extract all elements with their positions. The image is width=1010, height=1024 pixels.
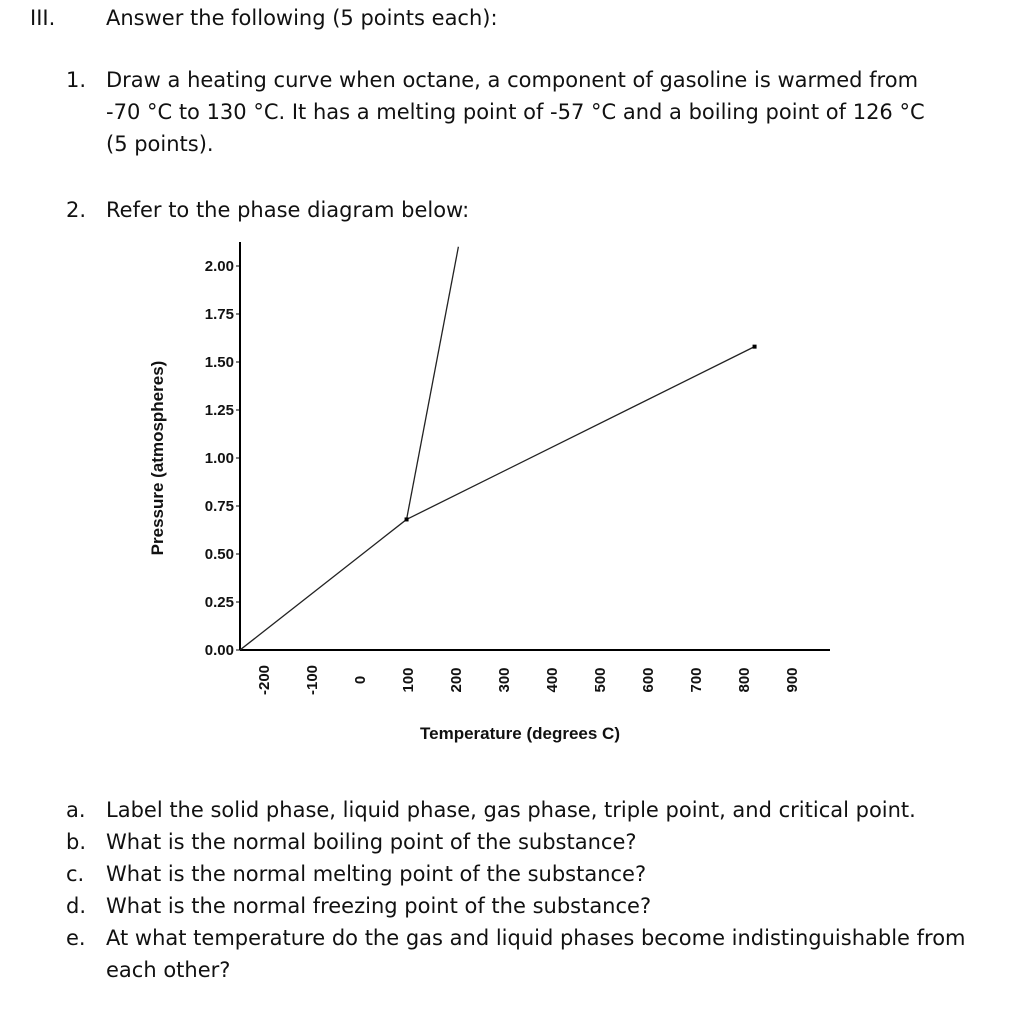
sub-text-b: What is the normal boiling point of the substance? — [106, 830, 637, 854]
x-tick-label: 0 — [352, 675, 369, 685]
y-tick-label: 0.50 — [204, 546, 234, 563]
x-tick-label: 800 — [736, 667, 753, 693]
x-tick-label: 100 — [400, 667, 417, 693]
x-tick-label: -200 — [256, 664, 273, 696]
phase-diagram — [0, 225, 1010, 765]
question-2-number: 2. — [66, 198, 87, 222]
y-tick-label: 0.00 — [204, 642, 234, 659]
sub-letter-c: c. — [66, 862, 85, 886]
y-tick-label: 0.25 — [204, 594, 234, 611]
x-tick-label: 600 — [640, 667, 657, 693]
chart-point-1 — [405, 517, 409, 521]
sub-letter-a: a. — [66, 798, 86, 822]
sub-text-a: Label the solid phase, liquid phase, gas phase, triple point, and critical point. — [106, 798, 916, 822]
y-tick-label: 1.25 — [204, 402, 234, 419]
question-1-number: 1. — [66, 68, 87, 92]
x-tick-label: 300 — [496, 667, 513, 693]
sub-text-d: What is the normal freezing point of the substance? — [106, 894, 652, 918]
section-number: III. — [30, 6, 56, 30]
y-tick-label: 0.75 — [204, 498, 234, 515]
y-tick-label: 1.75 — [204, 306, 234, 323]
chart-axes — [205, 242, 830, 695]
sub-text-e: At what temperature do the gas and liquid phases become indistinguishable from each other? — [106, 926, 966, 982]
question-1-line-2: -70 °C to 130 °C. It has a melting point of -57 °C and a boiling point of 126 °C — [106, 100, 925, 124]
sub-letter-b: b. — [66, 830, 87, 854]
x-tick-label: 900 — [784, 667, 801, 693]
x-tick-label: 400 — [544, 667, 561, 693]
x-tick-label: -100 — [304, 664, 321, 696]
x-tick-label: 700 — [688, 667, 705, 693]
chart-marks — [240, 247, 757, 650]
phase-boundary-line-1 — [240, 519, 407, 650]
sub-letter-e: e. — [66, 926, 86, 950]
section-header: Answer the following (5 points each): — [106, 6, 498, 30]
phase-boundary-line-2 — [407, 247, 459, 520]
x-tick-label: 200 — [448, 667, 465, 693]
x-tick-label: 500 — [592, 667, 609, 693]
phase-boundary-line-3 — [407, 347, 755, 520]
y-tick-label: 1.00 — [204, 450, 234, 467]
question-1-line-3: (5 points). — [106, 132, 214, 156]
question-1-line-1: Draw a heating curve when octane, a component of gasoline is warmed from — [106, 68, 919, 92]
x-axis-label: Temperature (degrees C) — [420, 724, 620, 743]
sub-letter-d: d. — [66, 894, 87, 918]
y-tick-label: 2.00 — [204, 258, 234, 275]
y-axis-label: Pressure (atmospheres) — [148, 360, 167, 556]
chart-point-2 — [753, 345, 757, 349]
y-tick-label: 1.50 — [204, 354, 234, 371]
sub-text-c: What is the normal melting point of the substance? — [106, 862, 647, 886]
question-2-text: Refer to the phase diagram below: — [106, 198, 470, 222]
